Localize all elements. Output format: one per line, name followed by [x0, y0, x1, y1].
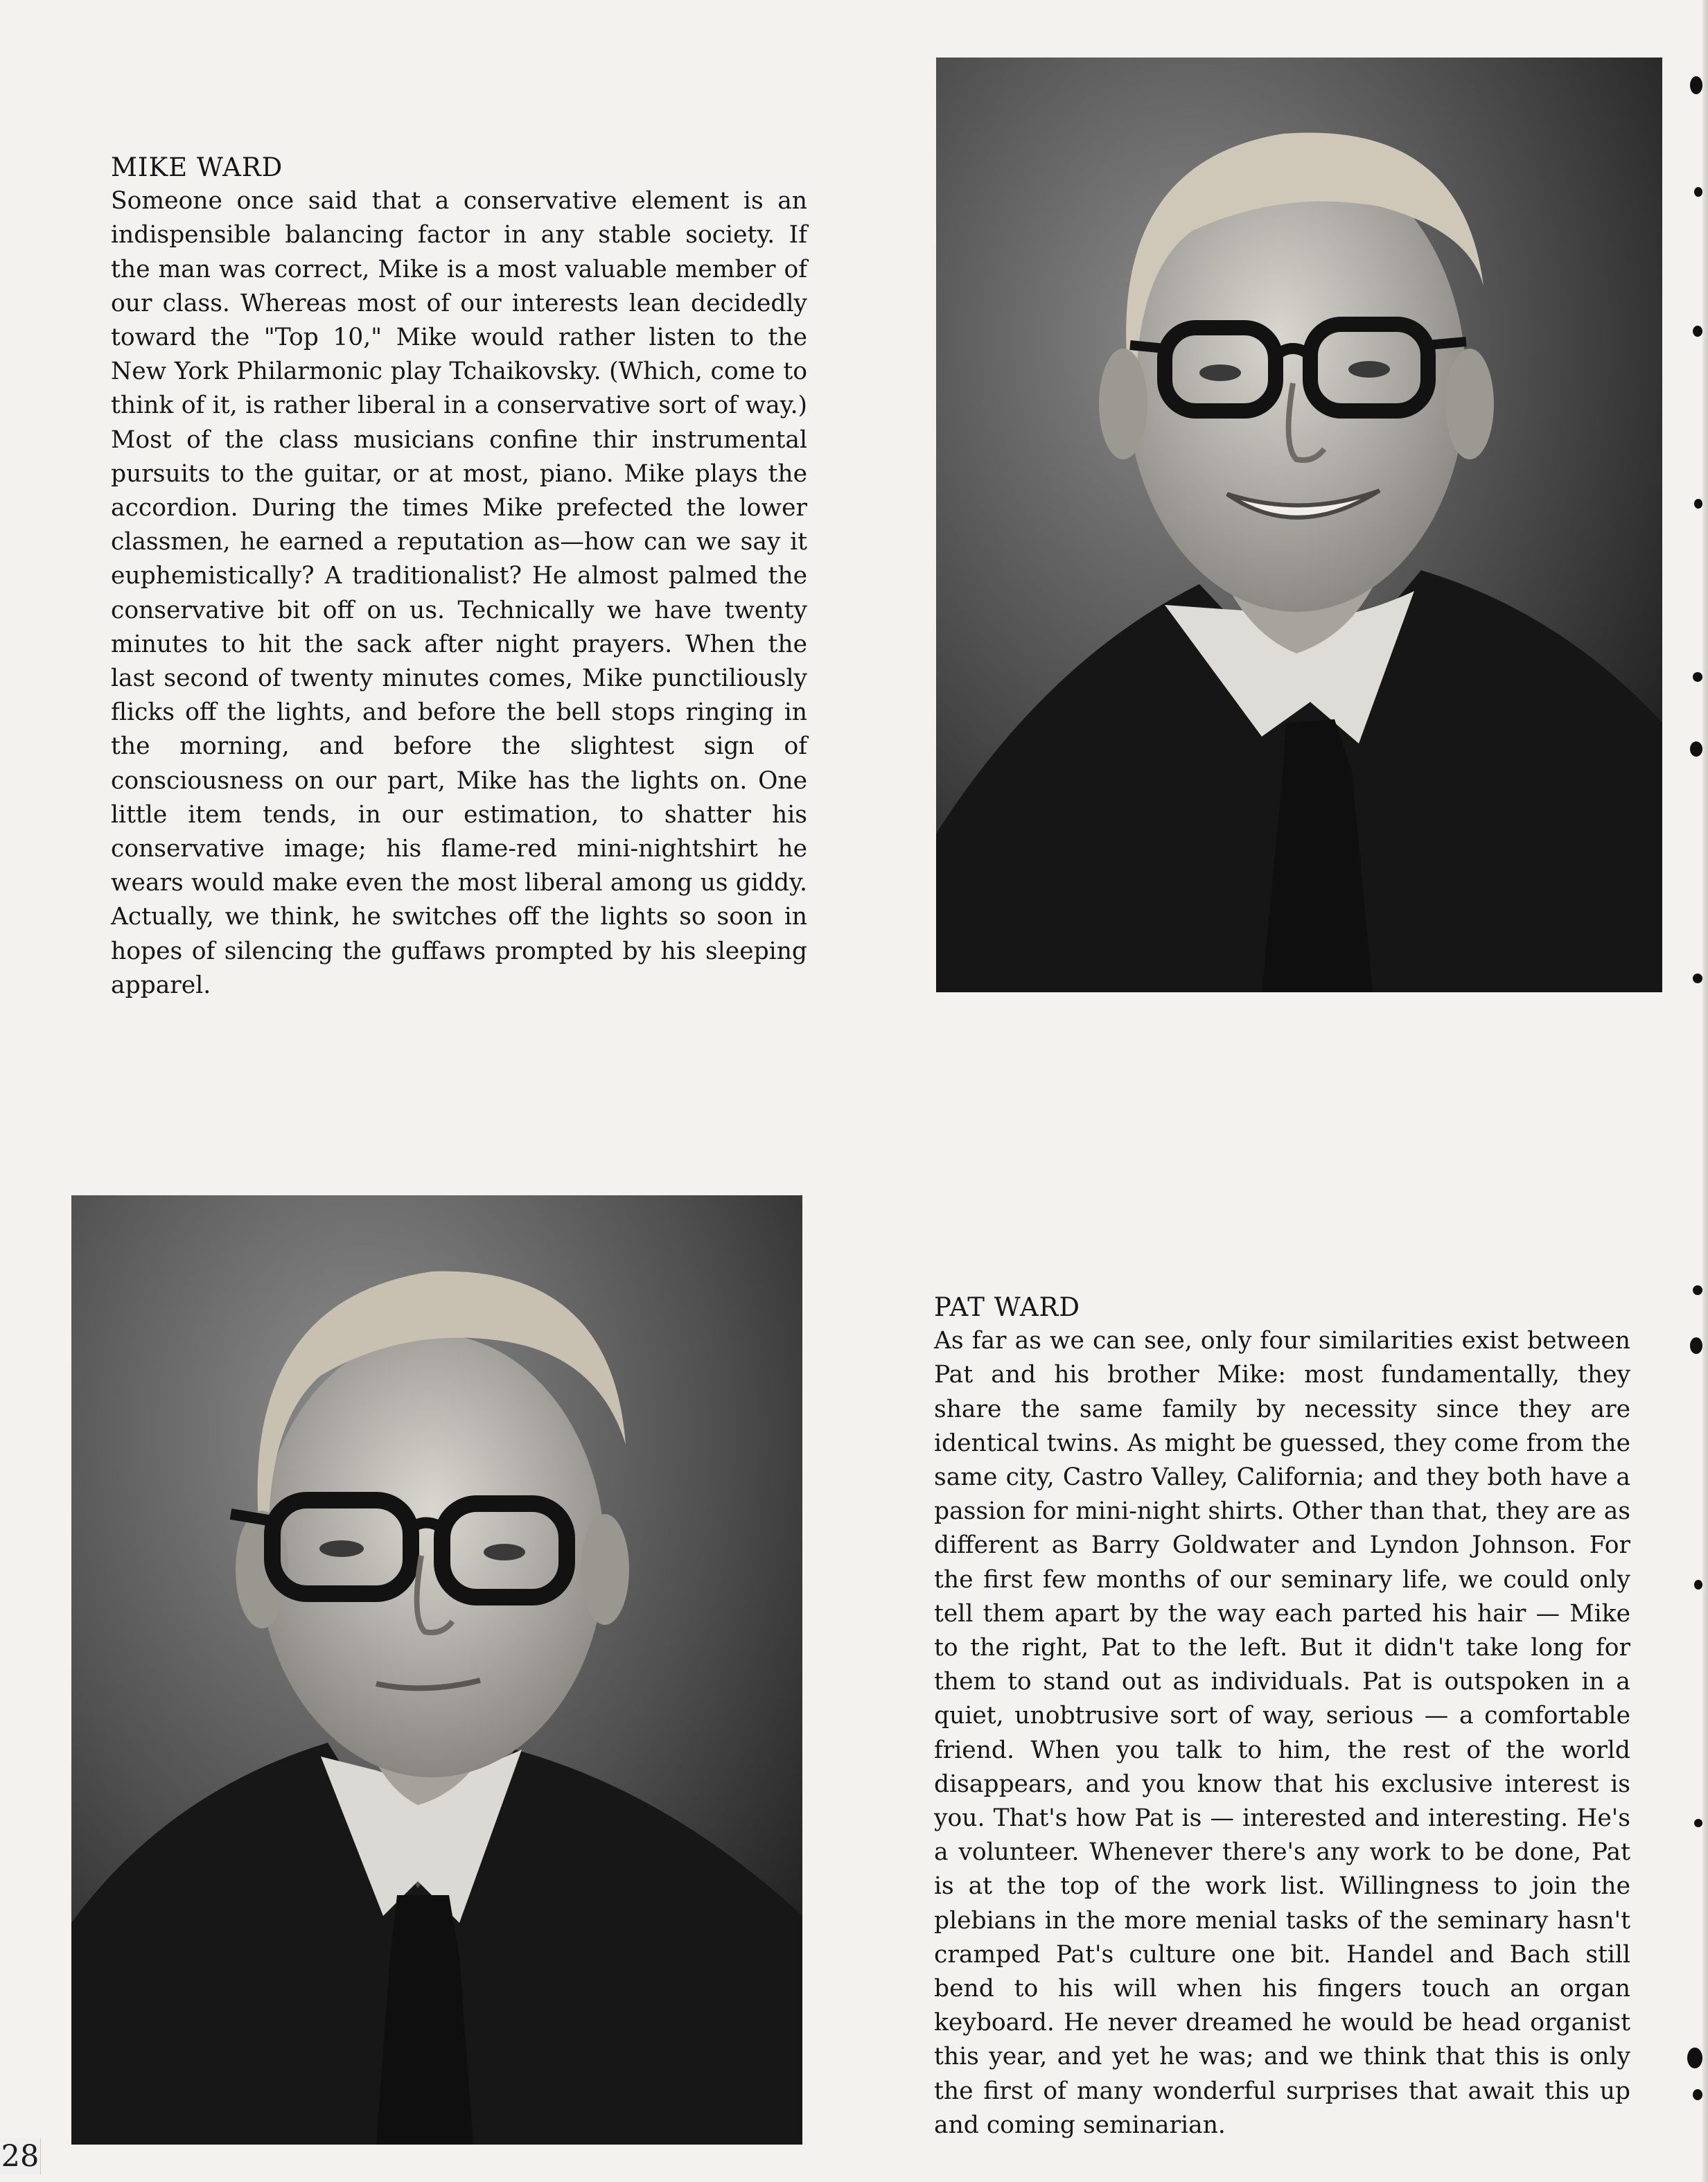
portrait-photo-pat-ward — [71, 1195, 802, 2145]
bio-pat-ward — [934, 1290, 1630, 2143]
binder-hole — [1694, 499, 1702, 509]
binder-hole — [1690, 1337, 1702, 1354]
student-name: MIKE WARD — [111, 152, 283, 182]
binder-hole — [1693, 974, 1702, 983]
binder-hole — [1693, 326, 1702, 337]
page-edge — [1702, 0, 1708, 2182]
page-number: 28 — [0, 2138, 41, 2174]
bio-mike-ward — [111, 150, 807, 1003]
binder-hole — [1694, 1580, 1702, 1590]
binder-hole — [1690, 76, 1702, 94]
student-name: PAT WARD — [934, 1292, 1081, 1322]
student-bio: Someone once said that a conservative element is an indispensible balancing factor in any stable society. If the man was correct, Mike is a most valuable member of our class. Whereas most of our interests lean decidedly toward the "Top 10," Mike would rather listen to the New York Philarmonic play Tchaikovsky. (Which, come to think of it, is rather liberal in a conservative sort of way.) Most of the class musicians confine thir instrumental pursuits to the guitar, or at most, piano. Mike plays the accordion. During the times Mike prefected the lower classmen, he earned a reputation as—how can we say it euphemistically? A traditionalist? He almost palmed the conservative bit off on us. Technically we have twenty minutes to hit the sack after night prayers. When the last second of twenty minutes comes, Mike punctiliously flicks off the lights, and before the bell stops ringing in the morning, and before the slightest sign of consciousness on our part, Mike has the lights on. One little item tends, in our estimation, to shatter his conservative image; his flame-red mini-nightshirt he wears would make even the most liberal among us giddy. Actually, we think, he switches off the lights so soon in hopes of silencing the guffaws prompted by his sleeping apparel. — [111, 187, 807, 999]
portrait-illustration — [936, 58, 1662, 992]
binder-hole — [1687, 2048, 1702, 2068]
student-bio: As far as we can see, only four similarities exist between Pat and his brother Mike: most fundamentally, they share the same family by necessity since they are identical twins. As might be guessed, they come from the same city, Castro Valley, California; and they both have a passion for mini-night shirts. Other than that, they are as different as Barry Goldwater and Lyndon Johnson. For the first few months of our seminary life, we could only tell them apart by the way each parted his hair — Mike to the right, Pat to the left. But it didn't take long for them to stand out as individuals. Pat is outspoken in a quiet, unobtrusive sort of way, serious — a comfortable friend. When you talk to him, the rest of the world disappears, and you know that his exclusive interest is you. That's how Pat is — interested and interesting. He's a volunteer. Whenever there's any work to be done, Pat is at the top of the work list. Willingness to join the plebians in the more menial tasks of the seminary hasn't cramped Pat's culture one bit. Handel and Bach still bend to his will when his fingers touch an organ keyboard. He never dreamed he would be head organist this year, and yet he was; and we think that this is only the first of many wonderful surprises that await this up and coming seminarian. — [934, 1327, 1630, 2139]
binder-hole — [1693, 1285, 1702, 1295]
binder-hole — [1694, 1819, 1702, 1827]
binder-hole — [1693, 672, 1702, 682]
portrait-photo-mike-ward — [936, 58, 1662, 992]
portrait-illustration — [71, 1195, 802, 2145]
binder-hole — [1690, 741, 1702, 757]
binder-hole — [1693, 2089, 1702, 2100]
binder-hole — [1694, 187, 1702, 197]
